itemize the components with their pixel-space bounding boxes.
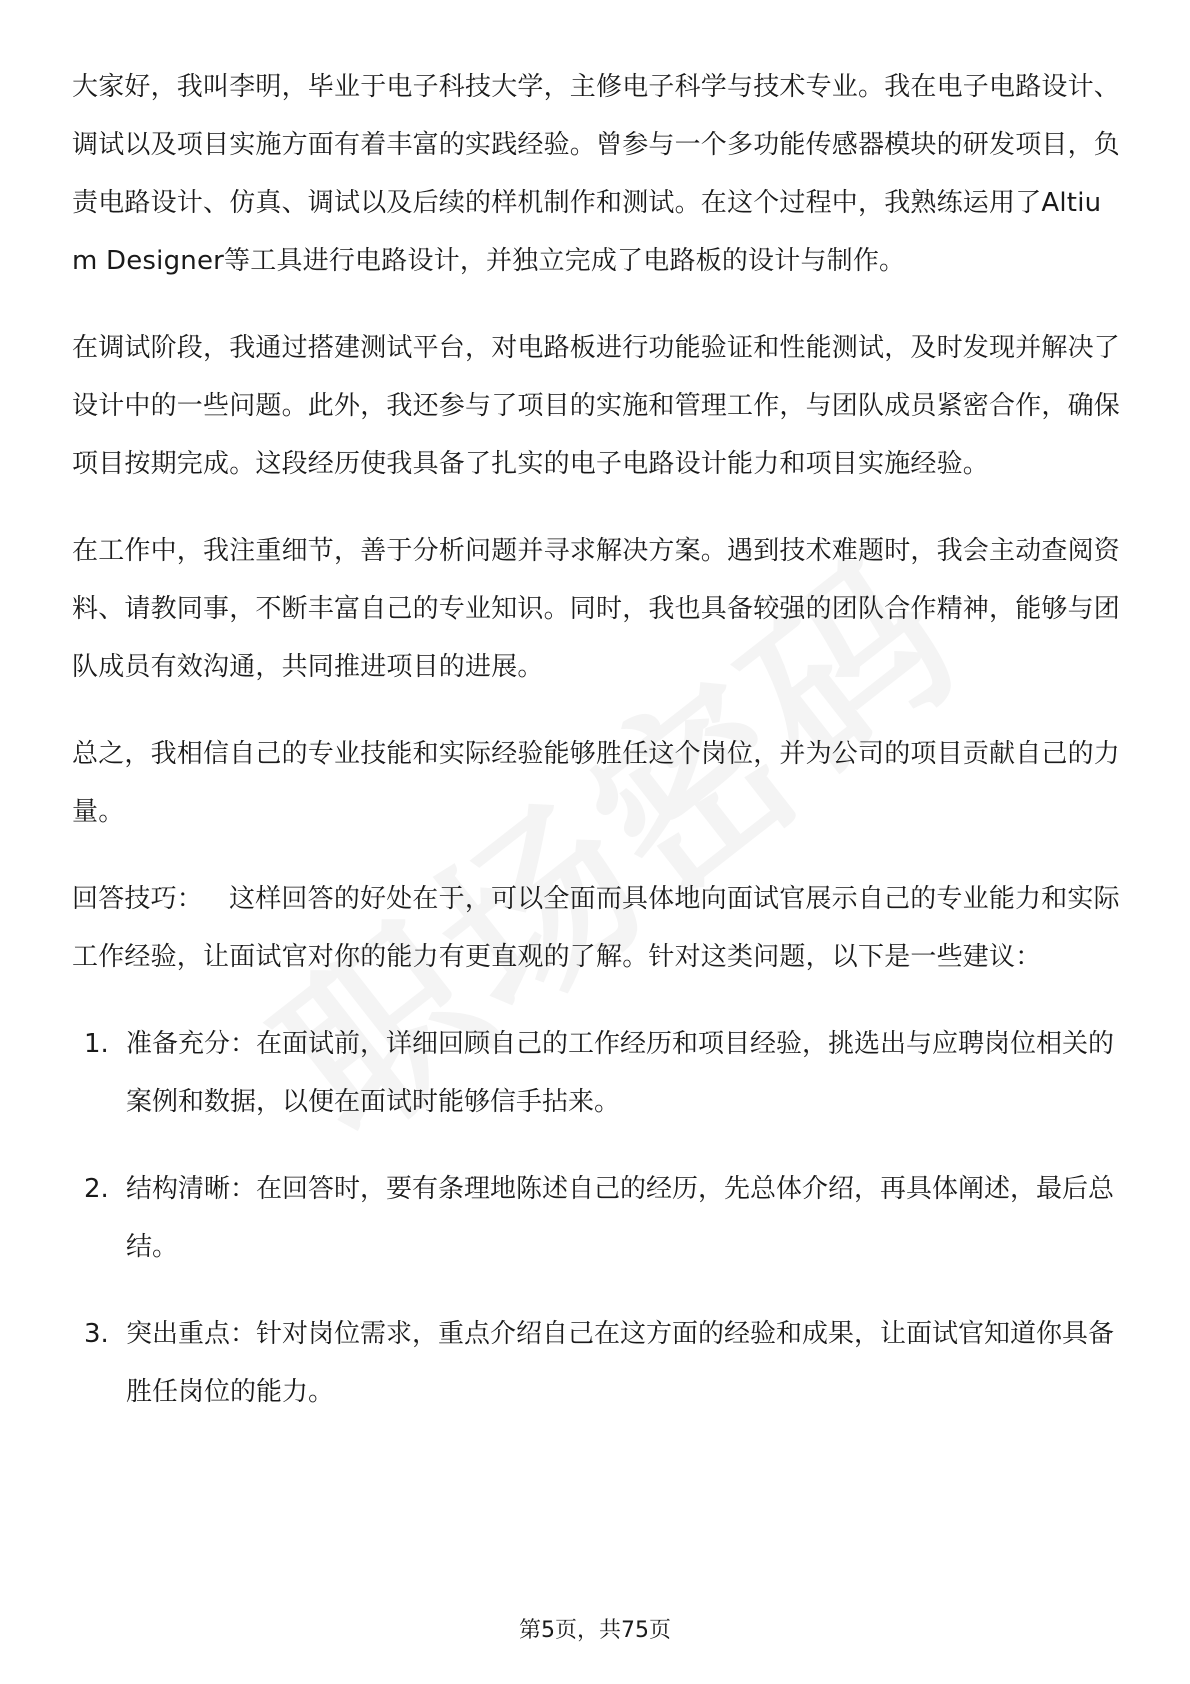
list-item bbox=[72, 1160, 1122, 1276]
document-body bbox=[72, 58, 1122, 1450]
suggestion-list bbox=[72, 1015, 1122, 1421]
list-item-text: 结构清晰：在回答时，要有条理地陈述自己的经历，先总体介绍，再具体阐述，最后总结。 bbox=[126, 1174, 1115, 1262]
list-item bbox=[72, 1015, 1122, 1131]
list-item-text: 突出重点：针对岗位需求，重点介绍自己在这方面的经验和成果，让面试官知道你具备胜任岗位的能力。 bbox=[126, 1319, 1115, 1407]
tips-label: 回答技巧： bbox=[72, 884, 204, 914]
list-item-number: 2. bbox=[84, 1174, 109, 1204]
page-number: 第5页，共75页 bbox=[519, 1618, 671, 1643]
paragraph-tips bbox=[72, 870, 1122, 986]
list-item-text: 准备充分：在面试前，详细回顾自己的工作经历和项目经验，挑选出与应聘岗位相关的案例和数据，以便在面试时能够信手拈来。 bbox=[126, 1029, 1115, 1117]
paragraph-work-attitude: 在工作中，我注重细节，善于分析问题并寻求解决方案。遇到技术难题时，我会主动查阅资料、请教同事，不断丰富自己的专业知识。同时，我也具备较强的团队合作精神，能够与团队成员有效沟通，共同推进项目的进展。 bbox=[72, 536, 1121, 682]
list-item bbox=[72, 1305, 1122, 1421]
list-item-number: 1. bbox=[84, 1029, 109, 1059]
paragraph-intro: 大家好，我叫李明，毕业于电子科技大学，主修电子科学与技术专业。我在电子电路设计、调试以及项目实施方面有着丰富的实践经验。曾参与一个多功能传感器模块的研发项目，负责电路设计、仿真、调试以及后续的样机制作和测试。在这个过程中，我熟练运用了Altium Designer等工具进行电路设计，并独立完成了电路板的设计与制作。 bbox=[72, 72, 1121, 276]
paragraph-conclusion: 总之，我相信自己的专业技能和实际经验能够胜任这个岗位，并为公司的项目贡献自己的力量。 bbox=[72, 739, 1121, 827]
tips-text: 这样回答的好处在于，可以全面而具体地向面试官展示自己的专业能力和实际工作经验，让面试官对你的能力有更直观的了解。针对这类问题，以下是一些建议： bbox=[72, 884, 1120, 972]
paragraph-debugging: 在调试阶段，我通过搭建测试平台，对电路板进行功能验证和性能测试，及时发现并解决了设计中的一些问题。此外，我还参与了项目的实施和管理工作，与团队成员紧密合作，确保项目按期完成。这段经历使我具备了扎实的电子电路设计能力和项目实施经验。 bbox=[72, 333, 1121, 479]
list-item-number: 3. bbox=[84, 1319, 109, 1349]
